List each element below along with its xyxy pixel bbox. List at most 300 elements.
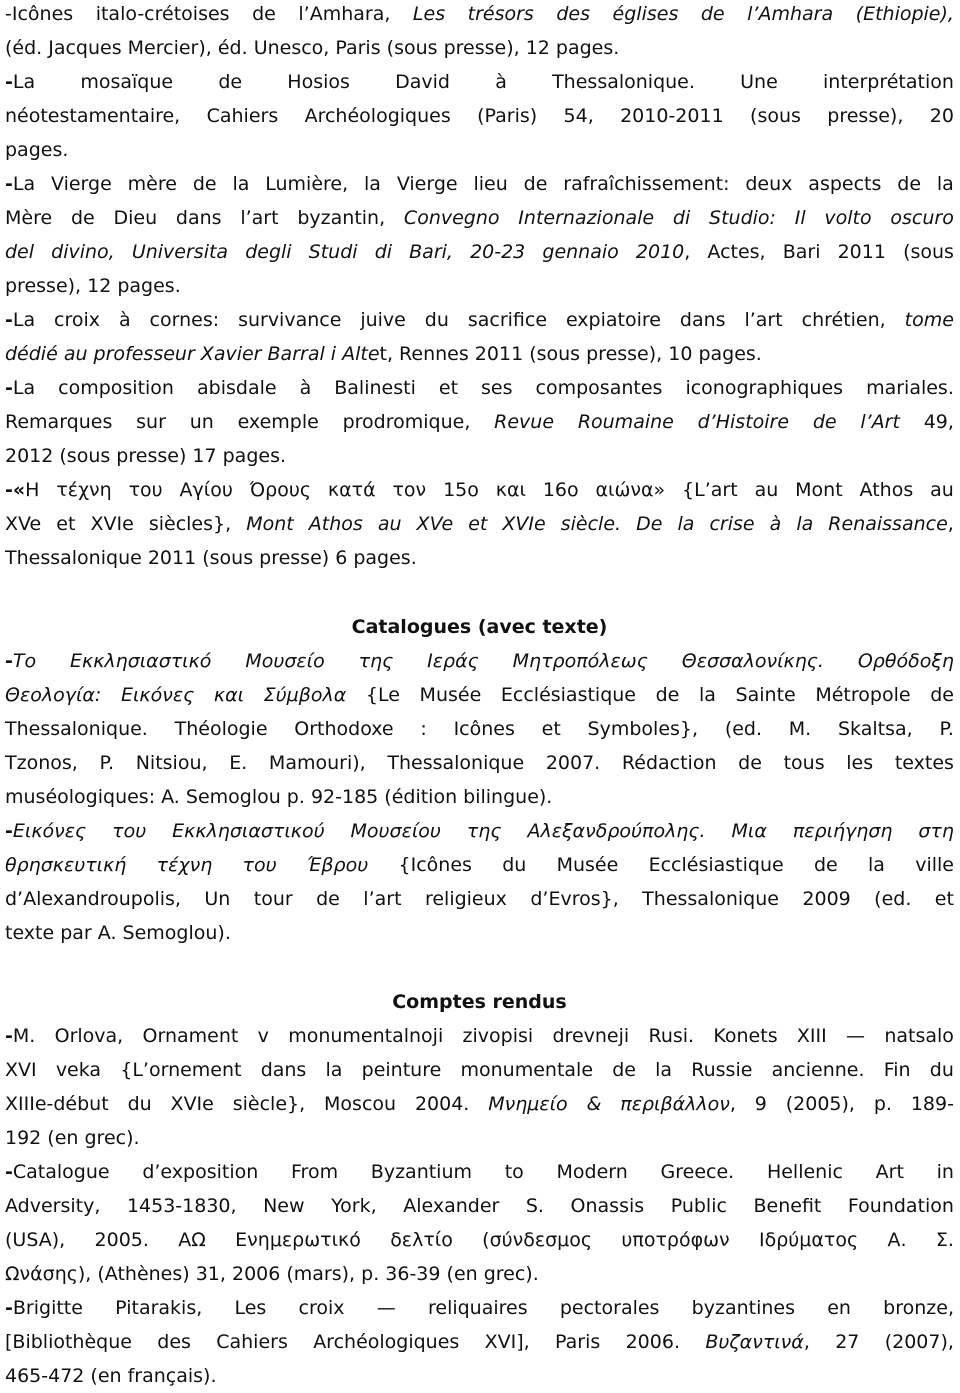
word-part: peinture: [361, 1059, 442, 1081]
word: [5, 371, 35, 405]
word-part: lieu: [473, 173, 508, 195]
word-part: la: [699, 684, 716, 706]
word: [399, 848, 472, 882]
word: [884, 1053, 911, 1087]
word: [740, 65, 778, 99]
word-part: La: [12, 309, 36, 331]
word: [129, 473, 163, 507]
word-part: Athos: [308, 513, 363, 535]
word-part: XVIe: [170, 1093, 214, 1115]
word-part: d’Evros},: [530, 888, 619, 910]
word: [793, 814, 893, 848]
word-part: Métropole: [815, 684, 911, 706]
text-line: [5, 337, 954, 371]
word-part: Ιεράς: [427, 650, 479, 672]
word-part: Bari: [782, 241, 821, 263]
word: [698, 405, 789, 439]
word-part: Hosios: [287, 71, 350, 93]
word-part: Public: [670, 1195, 727, 1217]
text-line: [5, 65, 954, 99]
word-part: byzantines: [691, 1297, 795, 1319]
word: [784, 746, 825, 780]
word-part: reliquaires: [427, 1297, 528, 1319]
word-part: Εκκλησιαστικό: [70, 650, 212, 672]
word: [229, 746, 247, 780]
word: [467, 814, 502, 848]
word-part: Έβρου: [306, 854, 369, 876]
word-part: Εικόνες: [120, 684, 195, 706]
word: [626, 1325, 680, 1359]
text-line: [5, 1291, 954, 1325]
word-part: de: [930, 684, 954, 706]
word-part: à: [118, 309, 131, 331]
word: [655, 1053, 672, 1087]
word-part: composantes: [535, 377, 663, 399]
word-part: la: [868, 854, 885, 876]
word: [328, 473, 376, 507]
word-part: La: [12, 377, 36, 399]
word-part: Une: [740, 71, 778, 93]
entry-composition: [5, 371, 954, 473]
word: [300, 371, 312, 405]
word: [536, 371, 663, 405]
word-part: Dieu: [113, 207, 158, 229]
word: [767, 1155, 843, 1189]
word-part: un: [189, 411, 214, 433]
word-part: croix: [298, 1297, 345, 1319]
word-part: Rédaction: [621, 752, 717, 774]
word: [403, 1189, 499, 1223]
word-part: Archéologiques: [304, 105, 451, 127]
word-part: Onassis: [570, 1195, 645, 1217]
word: [180, 473, 233, 507]
word: [51, 235, 115, 269]
word-part: de: [523, 173, 548, 195]
word: [5, 303, 35, 337]
word-part: 9: [754, 1093, 767, 1115]
entry-athos: [5, 473, 954, 575]
word: [918, 814, 954, 848]
word-part: Θεσσαλονίκης.: [681, 650, 824, 672]
word-part: Moscou: [324, 1093, 397, 1115]
word-part: di: [374, 241, 393, 263]
word-part: (ed.: [724, 718, 763, 740]
word: [5, 99, 180, 133]
word-part: siècle.: [560, 513, 622, 535]
word: [121, 678, 194, 712]
word: [420, 712, 426, 746]
word-part: 189-: [910, 1093, 954, 1115]
word: [783, 235, 821, 269]
word: [838, 235, 886, 269]
word-part: του: [128, 479, 163, 501]
text-line: [5, 848, 954, 882]
word: [802, 303, 886, 337]
word-part: From: [291, 1161, 339, 1183]
word-part: Orlova,: [54, 1025, 124, 1047]
word: [360, 303, 406, 337]
text-line: [5, 371, 954, 405]
word-part: 2006.: [625, 1331, 680, 1353]
word: [427, 644, 479, 678]
word-part: —: [846, 1025, 866, 1047]
word-part: (2007),: [884, 1331, 954, 1353]
word-part: De: [636, 513, 663, 535]
word-part: Αλεξανδρούπολης.: [527, 820, 706, 842]
word-part: 49,: [923, 411, 954, 433]
word-part: Sainte: [735, 684, 796, 706]
word-part: και: [213, 684, 245, 706]
word: [930, 99, 954, 133]
word-part: interprétation: [823, 71, 954, 93]
word: [552, 1019, 629, 1053]
text-run: pages.: [5, 139, 69, 161]
word-part: XVI],: [484, 1331, 530, 1353]
word: [477, 99, 537, 133]
word: [5, 1053, 37, 1087]
word-part: rafraîchissement:: [563, 173, 730, 195]
word-part: prodromique,: [342, 411, 471, 433]
word-part: Thessalonique.: [552, 71, 695, 93]
text-run: Ωνάσης), (Athènes) 31, 2006 (mars), p. 36-39 (en grec).: [5, 1263, 539, 1285]
word-part: Catalogue: [12, 1161, 110, 1183]
word-part: l’Amhara,: [298, 3, 391, 25]
word-part: Foundation: [847, 1195, 954, 1217]
spacer: [5, 575, 954, 610]
word-part: Ορθόδοξη: [857, 650, 954, 672]
word-part: néotestamentaire,: [5, 105, 181, 127]
word: [238, 405, 319, 439]
text-line: [5, 133, 954, 167]
word-part: siècles},: [148, 513, 232, 535]
word-part: au: [930, 479, 954, 501]
word-part: la: [796, 513, 814, 535]
word: [127, 1189, 237, 1223]
word-part: Αγίου: [179, 479, 233, 501]
word-part: Actes,: [707, 241, 766, 263]
word: [128, 1087, 152, 1121]
word: [563, 167, 729, 201]
word-part: et: [541, 718, 561, 740]
word: [246, 507, 294, 541]
word: [390, 1223, 453, 1257]
word: [556, 0, 590, 31]
word: [685, 371, 843, 405]
word-part: sacrifice: [467, 309, 548, 331]
word-part: la: [364, 173, 381, 195]
word-part: Brigitte: [12, 1297, 83, 1319]
text-line: [5, 814, 954, 848]
word-part: Athos: [859, 479, 914, 501]
word-part: tous: [783, 752, 825, 774]
word: [112, 814, 146, 848]
word-part: exemple: [237, 411, 319, 433]
word: [682, 644, 824, 678]
word-part: Α.: [887, 1229, 907, 1251]
word-part: Renaissance: [828, 513, 948, 535]
word-part: et: [438, 377, 459, 399]
word-part: Il: [794, 207, 806, 229]
word-part: Un: [204, 888, 231, 910]
word: [736, 678, 796, 712]
word-part: XIIIe-début: [5, 1093, 109, 1115]
word-part: 20: [929, 105, 954, 127]
word: [620, 99, 724, 133]
word: [197, 371, 277, 405]
word-part: de: [70, 207, 95, 229]
word: [939, 712, 954, 746]
word-part: églises: [612, 3, 679, 25]
word: [193, 167, 217, 201]
word: [263, 1189, 304, 1223]
word: [482, 1223, 592, 1257]
word: [473, 167, 507, 201]
word: [699, 678, 716, 712]
word-part: mosaïque: [80, 71, 174, 93]
word-part: (Ethiopie),: [855, 3, 954, 25]
word-part: David: [395, 71, 450, 93]
word: [309, 235, 358, 269]
word-part: tome: [904, 309, 954, 331]
word: [915, 848, 954, 882]
word: [261, 1053, 307, 1087]
word-part: θρησκευτική: [5, 854, 127, 876]
word-part: Musée: [419, 684, 482, 706]
word-part: (ed.: [874, 888, 912, 910]
word-part: (sous: [750, 105, 801, 127]
word: [5, 167, 35, 201]
entry-mosaique: [5, 65, 954, 167]
word: [846, 1019, 865, 1053]
word-part: τέχνη: [56, 479, 112, 501]
word: [409, 235, 453, 269]
word: [5, 712, 148, 746]
word: [501, 678, 636, 712]
word: [707, 235, 765, 269]
word-part: de: [700, 3, 725, 25]
word: [673, 201, 690, 235]
word-part: des: [157, 1331, 191, 1353]
word: [930, 678, 954, 712]
word: [115, 1291, 202, 1325]
word: [494, 405, 554, 439]
word: [884, 1019, 954, 1053]
word-part: d’exposition: [142, 1161, 259, 1183]
word-part: les: [846, 752, 874, 774]
word-part: pectorales: [559, 1297, 660, 1319]
entry-musee-thessalonique: [5, 644, 954, 814]
word: [359, 644, 394, 678]
word-part: ,: [947, 513, 954, 535]
word: [80, 65, 173, 99]
word: [890, 201, 953, 235]
word: [481, 371, 513, 405]
word: [171, 1087, 214, 1121]
word-part: Les: [234, 1297, 267, 1319]
word: [297, 201, 385, 235]
word: [930, 1053, 954, 1087]
word-part: deux: [745, 173, 793, 195]
word: [149, 507, 231, 541]
word: [232, 167, 249, 201]
word: [417, 507, 454, 541]
word: [795, 473, 843, 507]
word: [313, 1325, 459, 1359]
word: [815, 678, 910, 712]
word: [99, 746, 114, 780]
word-part: de: [612, 1059, 636, 1081]
word: [930, 473, 954, 507]
word: [258, 1019, 269, 1053]
word-part: Μουσείου: [350, 820, 441, 842]
word-part: Εκκλησιαστικού: [172, 820, 325, 842]
word: [552, 65, 695, 99]
word-part: Bari,: [409, 241, 453, 263]
word: [366, 678, 400, 712]
word: [856, 0, 954, 31]
entry-croix: [5, 303, 954, 371]
word: [701, 0, 725, 31]
word: [5, 1223, 65, 1257]
word-part: ses: [481, 377, 513, 399]
word-part: Modern: [556, 1161, 628, 1183]
text-line: [5, 269, 954, 303]
word: [564, 99, 594, 133]
word-part: -«: [5, 479, 26, 501]
word: [252, 0, 276, 31]
word-part: δελτίο: [390, 1229, 453, 1251]
word: [561, 507, 621, 541]
word: [113, 201, 157, 235]
word: [5, 814, 86, 848]
word-part: Θεολογία:: [5, 684, 102, 706]
word: [250, 473, 311, 507]
text-line: [5, 1223, 954, 1257]
word-part: de: [192, 173, 217, 195]
word-part: à: [299, 377, 312, 399]
word: [468, 507, 487, 541]
word: [5, 1019, 35, 1053]
word-part: drevneji: [552, 1025, 630, 1047]
word: [542, 235, 618, 269]
word: [887, 1223, 906, 1257]
text-line: [5, 1359, 954, 1393]
word-part: to: [504, 1161, 524, 1183]
word: [245, 644, 324, 678]
word: [287, 65, 350, 99]
italic-run: dédié au professeur Xavier Barral i Alte: [5, 343, 380, 365]
word-part: p.: [873, 1093, 892, 1115]
entry-orlova: [5, 1019, 954, 1155]
word: [642, 882, 779, 916]
word-part: d’Histoire: [697, 411, 790, 433]
word-part: Ornament: [142, 1025, 239, 1047]
word-part: Tzonos,: [5, 752, 78, 774]
word-part: la: [677, 513, 695, 535]
word-part: Σ.: [935, 1229, 954, 1251]
heading-comptes-rendus: Comptes rendus: [392, 991, 567, 1013]
word-part: Remarques: [5, 411, 113, 433]
word-part: XVI: [5, 1059, 37, 1081]
word: [395, 65, 450, 99]
word: [488, 1087, 567, 1121]
word-part: {L’ornement: [120, 1059, 242, 1081]
text-line: [5, 678, 954, 712]
word: [254, 882, 293, 916]
word: [439, 371, 458, 405]
entry-pitarakis: [5, 1291, 954, 1393]
word-part: -Icônes: [5, 3, 74, 25]
word-part: religieux: [424, 888, 507, 910]
word-part: Βυζαντινά: [705, 1331, 804, 1353]
word: [460, 1053, 593, 1087]
word: [885, 1325, 954, 1359]
word-part: del: [5, 241, 35, 263]
word-part: 27: [835, 1331, 860, 1353]
word-part: Musée: [556, 854, 619, 876]
word-part: 2007.: [545, 752, 601, 774]
word: [119, 303, 131, 337]
word-part: ancienne.: [771, 1059, 865, 1081]
text-line: [5, 167, 954, 201]
word-part: Théologie: [174, 718, 268, 740]
word: [571, 1189, 645, 1223]
word: [750, 99, 801, 133]
word: [294, 712, 393, 746]
word-part: {L’art: [682, 479, 738, 501]
word: [485, 1325, 530, 1359]
word: [136, 405, 166, 439]
text-line: [5, 201, 954, 235]
word-part: Les: [412, 3, 446, 25]
text-line: [5, 303, 954, 337]
word-part: XVIe: [502, 513, 546, 535]
word-part: -: [5, 1297, 13, 1319]
text-line: [5, 1325, 954, 1359]
word: [621, 1223, 729, 1257]
catalogues-list: [5, 644, 954, 950]
word-part: de: [897, 173, 922, 195]
word-part: Thessalonique: [387, 752, 525, 774]
text-run: texte par A. Semoglou).: [5, 922, 231, 944]
word-part: l’art: [363, 888, 402, 910]
word: [56, 507, 75, 541]
word-part: en: [827, 1297, 851, 1319]
word-part: {Le: [365, 684, 400, 706]
word-part: Byzantium: [370, 1161, 473, 1183]
word-part: aspects: [808, 173, 882, 195]
word: [612, 1053, 636, 1087]
word: [176, 201, 222, 235]
word: [796, 507, 813, 541]
word: [813, 405, 837, 439]
word: [682, 473, 738, 507]
word-part: Paris: [555, 1331, 601, 1353]
word-part: Roumaine: [577, 411, 674, 433]
word-part: ,: [803, 1331, 810, 1353]
word-part: [Bibliothèque: [5, 1331, 132, 1353]
word-part: natsalo: [884, 1025, 954, 1047]
word-part: l’art: [240, 207, 279, 229]
word: [824, 201, 871, 235]
word-part: ville: [915, 854, 954, 876]
word: [937, 167, 954, 201]
word: [120, 1053, 241, 1087]
word-part: à: [495, 71, 507, 93]
word-part: de: [252, 3, 276, 25]
word: [245, 235, 291, 269]
word: [420, 678, 482, 712]
